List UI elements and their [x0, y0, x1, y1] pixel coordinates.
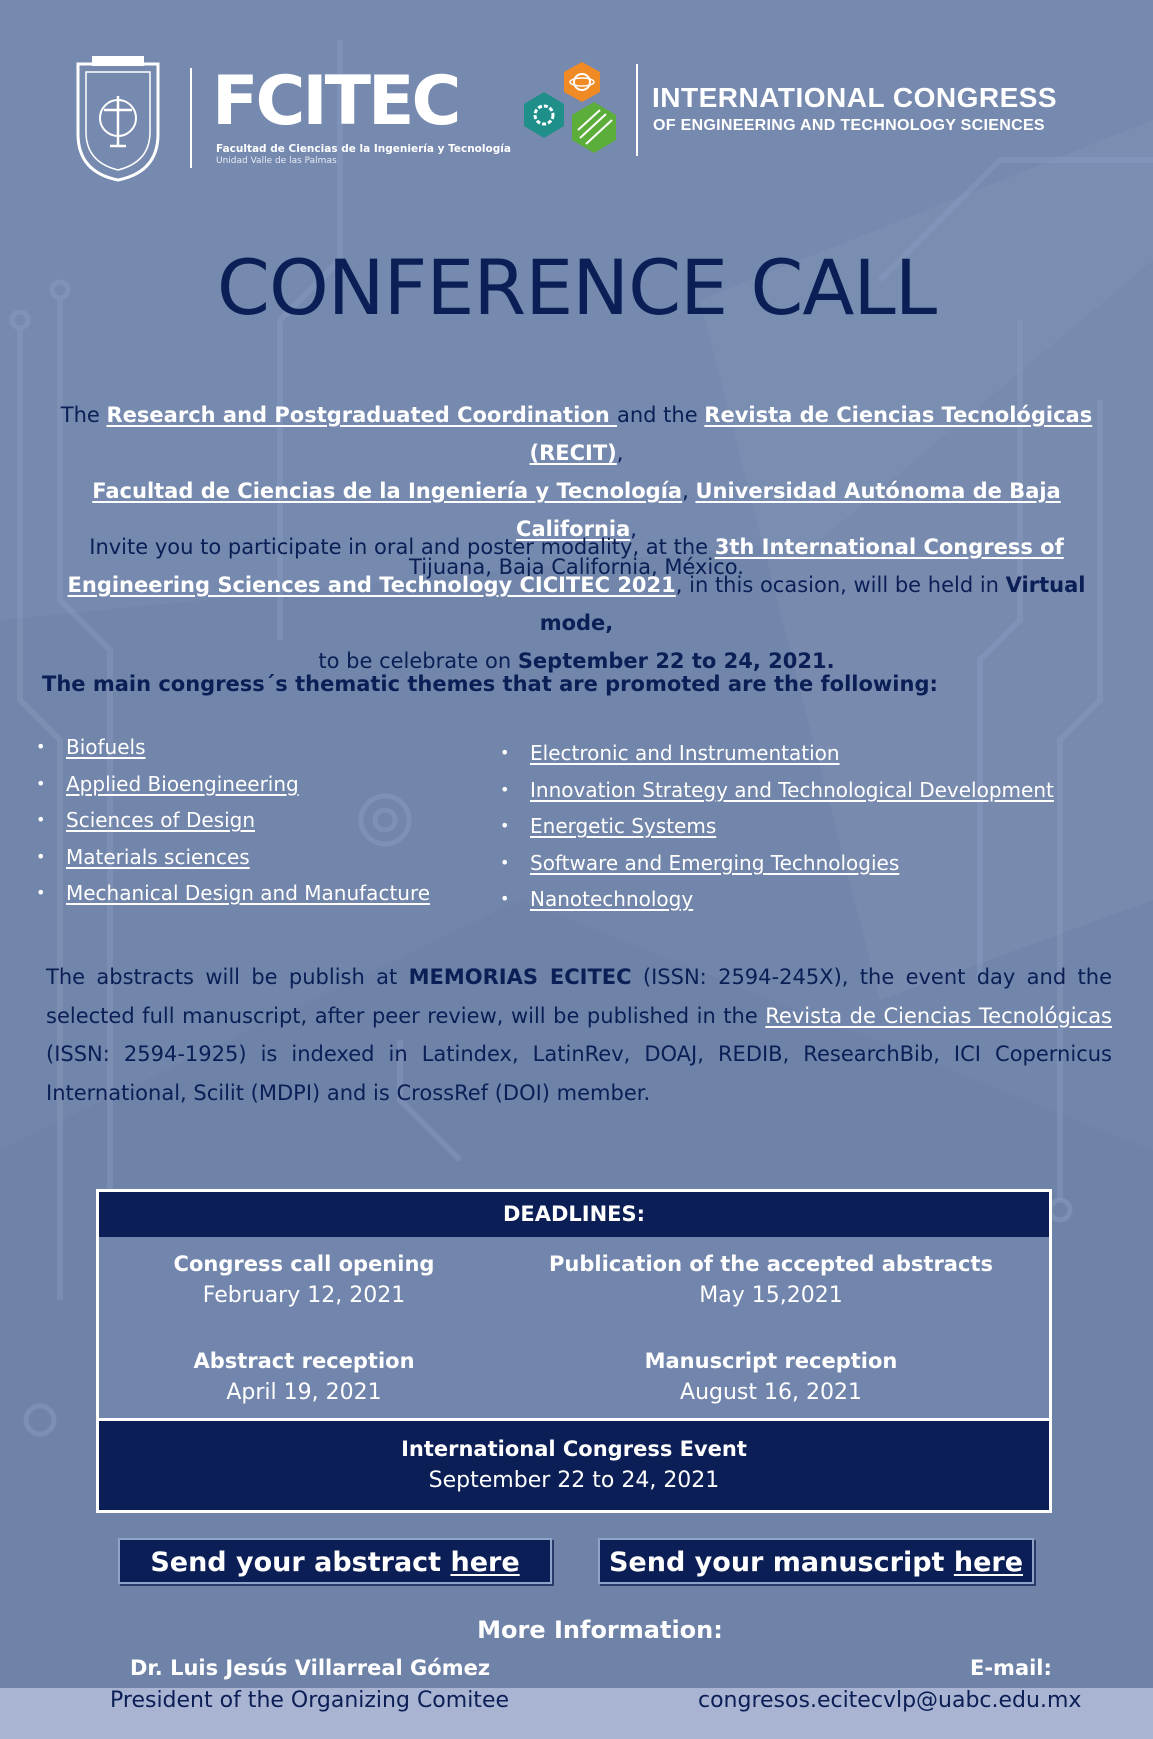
abstracts-paragraph: [46, 958, 1112, 1112]
congress-event-row: [99, 1421, 1049, 1510]
fcitec-campus: Unidad Valle de las Palmas: [216, 156, 337, 166]
fcitec-subtitle: Facultad de Ciencias de la Ingeniería y Tecnología: [216, 143, 511, 155]
research-coordination-link[interactable]: Research and Postgraduated Coordination: [106, 403, 617, 427]
contact-role: President of the Organizing Comitee: [110, 1688, 510, 1713]
intro-text: and the: [616, 403, 705, 427]
deadline-label: Publication of the accepted abstracts: [549, 1252, 993, 1276]
deadlines-heading: DEADLINES:: [99, 1192, 1049, 1237]
list-item[interactable]: • Mechanical Design and Manufacture: [36, 875, 496, 912]
intro-text: ,: [630, 517, 637, 541]
list-item[interactable]: • Biofuels: [36, 729, 496, 766]
button-label: Send your abstract: [150, 1547, 451, 1578]
list-item[interactable]: • Electronic and Instrumentation: [500, 735, 1100, 772]
list-item[interactable]: • Software and Emerging Technologies: [500, 845, 1100, 882]
list-item[interactable]: • Energetic Systems: [500, 808, 1100, 845]
faculty-link[interactable]: Facultad de Ciencias de la Ingeniería y Tecnología: [92, 479, 683, 503]
page-title: CONFERENCE CALL: [216, 243, 937, 332]
invite-text: , in this ocasion, will be held in: [675, 573, 1006, 597]
header-divider-2: [636, 64, 638, 156]
deadline-label: Manuscript reception: [644, 1349, 898, 1373]
more-info-heading: More Information:: [477, 1616, 723, 1644]
abstracts-text: (ISSN: 2594-1925) is indexed in Latindex, LatinRev, DOAJ, REDIB, ResearchBib, ICI Copernicus International, Scilit (MDPI) and is CrossRef (DOI) member.: [46, 1042, 1112, 1105]
send-manuscript-button[interactable]: [598, 1538, 1034, 1584]
intro-text: ,: [682, 479, 696, 503]
congress-title: INTERNATIONAL CONGRESS: [652, 82, 1058, 113]
themes-heading: The main congress´s thematic themes that are promoted are the following:: [42, 672, 938, 696]
memorias-ecitec: MEMORIAS ECITEC: [408, 965, 632, 989]
event-label: International Congress Event: [401, 1437, 747, 1461]
themes-list-left: [36, 729, 496, 912]
location-text: Tijuana, Baja California, México.: [409, 555, 744, 579]
intro-text: ,: [616, 441, 624, 465]
congress-subtitle: OF ENGINEERING AND TECHNOLOGY SCIENCES: [653, 117, 1045, 134]
list-item[interactable]: • Sciences of Design: [36, 802, 496, 839]
deadline-label: Congress call opening: [173, 1252, 435, 1276]
hexagon-tech-logo-icon: [520, 60, 630, 164]
congress-link[interactable]: 3th International Congress of Engineering Sciences and Technology CICITEC 2021: [67, 535, 1064, 597]
list-item[interactable]: • Nanotechnology: [500, 881, 1100, 918]
abstract-here-link[interactable]: here: [450, 1547, 520, 1578]
deadline-item: [541, 1248, 1001, 1312]
list-item[interactable]: • Materials sciences: [36, 839, 496, 876]
contact-email-link[interactable]: congresos.ecitecvlp@uabc.edu.mx: [698, 1688, 1082, 1713]
abstracts-text: The abstracts will be publish at: [46, 965, 409, 989]
virtual-mode: Virtual mode,: [539, 573, 1086, 635]
list-item[interactable]: • Innovation Strategy and Technological Development: [500, 772, 1100, 809]
deadline-date: May 15,2021: [699, 1283, 843, 1308]
invite-paragraph: [30, 528, 1123, 680]
deadline-item: [541, 1345, 1001, 1409]
deadline-item: [74, 1248, 534, 1312]
event-dates: September 22 to 24, 2021: [517, 649, 827, 673]
themes-list-right: [500, 735, 1100, 918]
recit-journal-link[interactable]: Revista de Ciencias Tecnológicas: [765, 1003, 1112, 1028]
send-abstract-button[interactable]: [118, 1538, 552, 1584]
list-item[interactable]: • Applied Bioengineering: [36, 766, 496, 803]
deadline-label: Abstract reception: [193, 1349, 415, 1373]
invite-text: Invite you to participate in oral and poster modality, at the: [89, 535, 715, 559]
manuscript-here-link[interactable]: here: [953, 1547, 1024, 1578]
contact-name: Dr. Luis Jesús Villarreal Gómez: [130, 1656, 491, 1680]
deadline-item: [74, 1345, 534, 1409]
university-seal-icon: [70, 54, 166, 184]
invite-text: .: [826, 649, 835, 673]
button-label: Send your manuscript: [608, 1547, 954, 1578]
email-label: E-mail:: [970, 1656, 1052, 1680]
deadline-date: April 19, 2021: [226, 1380, 382, 1405]
uabc-link[interactable]: Universidad Autónoma de Baja California: [516, 479, 1061, 541]
abstracts-text: (ISSN: 2594-245X), the event day and the selected full manuscript, after peer review, will be published in the: [46, 965, 1112, 1028]
deadline-date: August 16, 2021: [680, 1380, 862, 1405]
header-divider: [190, 68, 192, 168]
fcitec-logo: FCITEC: [212, 62, 459, 141]
recit-link[interactable]: Revista de Ciencias Tecnológicas (RECIT): [529, 403, 1093, 465]
event-date: September 22 to 24, 2021: [428, 1468, 720, 1493]
deadline-date: February 12, 2021: [202, 1283, 406, 1308]
intro-text: The: [60, 403, 107, 427]
invite-text: to be celebrate on: [318, 649, 518, 673]
